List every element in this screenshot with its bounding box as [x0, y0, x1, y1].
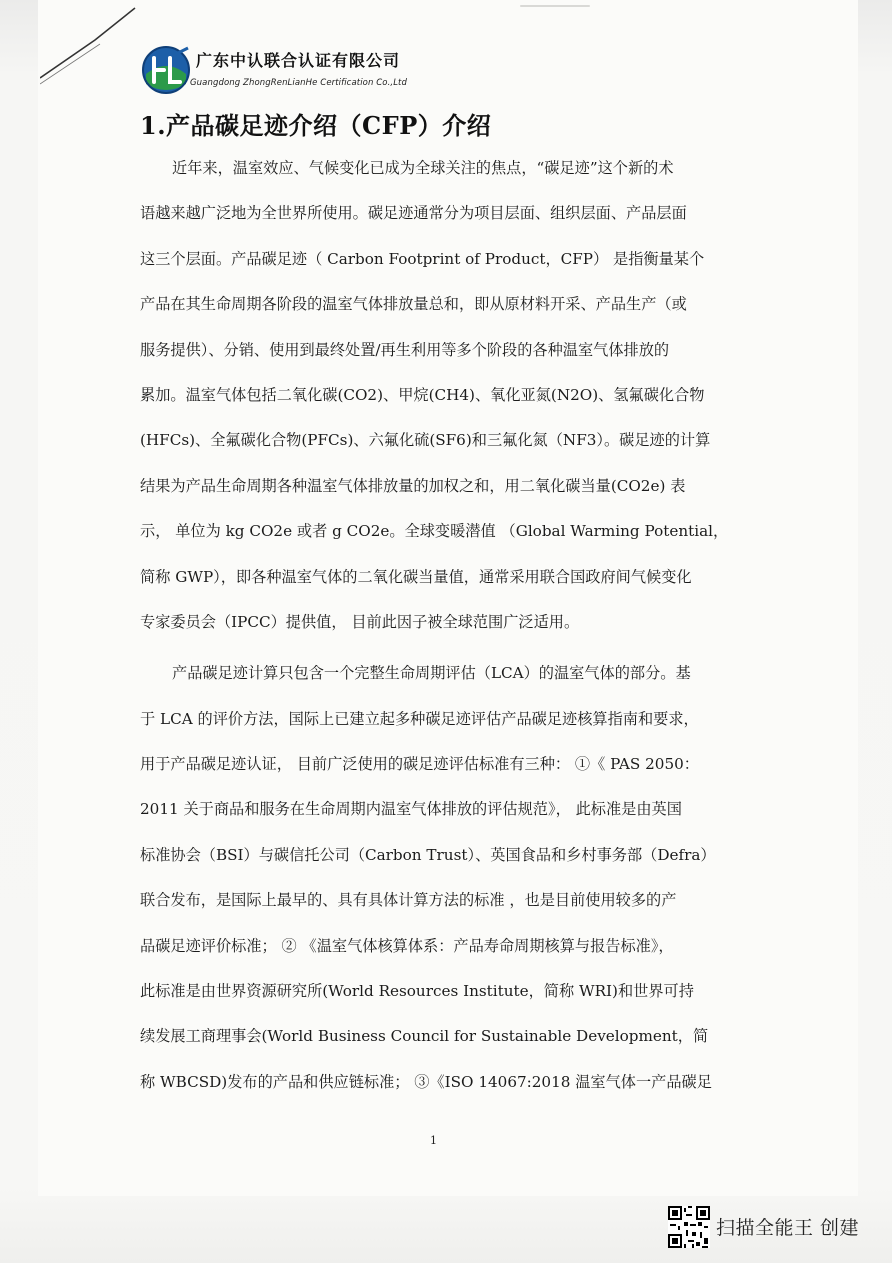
text-line: 服务提供）、分销、使用到最终处置/再生利用等多个阶段的各种温室气体排放的	[140, 340, 670, 359]
text-line: 近年来，温室效应、气候变化已成为全球关注的焦点，“碳足迹”这个新的术	[172, 159, 674, 177]
text-line: 品碳足迹评价标准； ② 《温室气体核算体系：产品寿命周期核算与报告标准》，	[140, 936, 674, 955]
text-line: 语越来越广泛地为全世界所使用。碳足迹通常分为项目层面、组织层面、产品层面	[140, 204, 687, 223]
text-line: 简称 GWP），即各种温室气体的二氧化碳当量值，通常采用联合国政府间气候变化	[140, 567, 692, 586]
text-line: 结果为产品生命周期各种温室气体排放量的加权之和，用二氧化碳当量(CO2e) 表	[140, 476, 686, 495]
text-line: 联合发布，是国际上最早的、具有具体计算方法的标准 ，也是目前使用较多的产	[140, 891, 677, 910]
text-line: 称 WBCSD)发布的产品和供应链标准； ③《ISO 14067:2018 温室气体一产品碳足	[140, 1072, 712, 1091]
text-line: 示， 单位为 kg CO2e 或者 g CO2e。全球变暖潜值 （Global Warming Potential，	[140, 522, 729, 541]
section-heading: 1.产品碳足迹介绍（CFP）介绍	[140, 111, 492, 140]
text-line: 2011 关于商品和服务在生命周期内温室气体排放的评估规范》， 此标准是由英国	[140, 800, 682, 819]
text-line: 续发展工商理事会(World Business Council for Sustainable Development，简	[140, 1027, 709, 1046]
text-line: 专家委员会（IPCC）提供值， 目前此因子被全球范围广泛适用。	[140, 612, 580, 631]
text-line: 这三个层面。产品碳足迹（ Carbon Footprint of Product，CFP） 是指衡量某个	[140, 249, 705, 268]
scan-smudge	[520, 5, 590, 7]
text-line: (HFCs)、全氟碳化合物(PFCs)、六氟化硫(SF6)和三氟化氮（NF3）。碳足迹的计算	[140, 431, 711, 450]
body-text	[140, 146, 734, 1105]
text-line: 产品碳足迹计算只包含一个完整生命周期评估（LCA）的温室气体的部分。基	[172, 664, 691, 683]
scanner-watermark: 扫描全能王 创建	[716, 1217, 860, 1239]
page-number: 1	[430, 1134, 437, 1147]
text-line: 产品在其生命周期各阶段的温室气体排放量总和，即从原材料开采、产品生产（或	[140, 295, 687, 314]
company-name-en: Guangdong ZhongRenLianHe Certification Co.,Ltd	[190, 78, 407, 88]
company-logo-icon	[140, 44, 196, 96]
company-name-cn: 广东中认联合认证有限公司	[196, 51, 401, 70]
text-line: 此标准是由世界资源研究所(World Resources Institute，简称 WRI)和世界可持	[140, 982, 694, 1001]
text-line: 累加。温室气体包括二氧化碳(CO2)、甲烷(CH4)、氧化亚氮(N2O)、氢氟碳化合物	[140, 385, 705, 404]
qr-code-icon	[668, 1206, 710, 1248]
text-line: 于 LCA 的评价方法，国际上已建立起多种碳足迹评估产品碳足迹核算指南和要求，	[140, 709, 699, 728]
text-line: 用于产品碳足迹认证， 目前广泛使用的碳足迹评估标准有三种： ①《 PAS 2050：	[140, 755, 699, 774]
text-line: 标准协会（BSI）与碳信托公司（Carbon Trust）、英国食品和乡村事务部（Defra）	[140, 845, 716, 864]
